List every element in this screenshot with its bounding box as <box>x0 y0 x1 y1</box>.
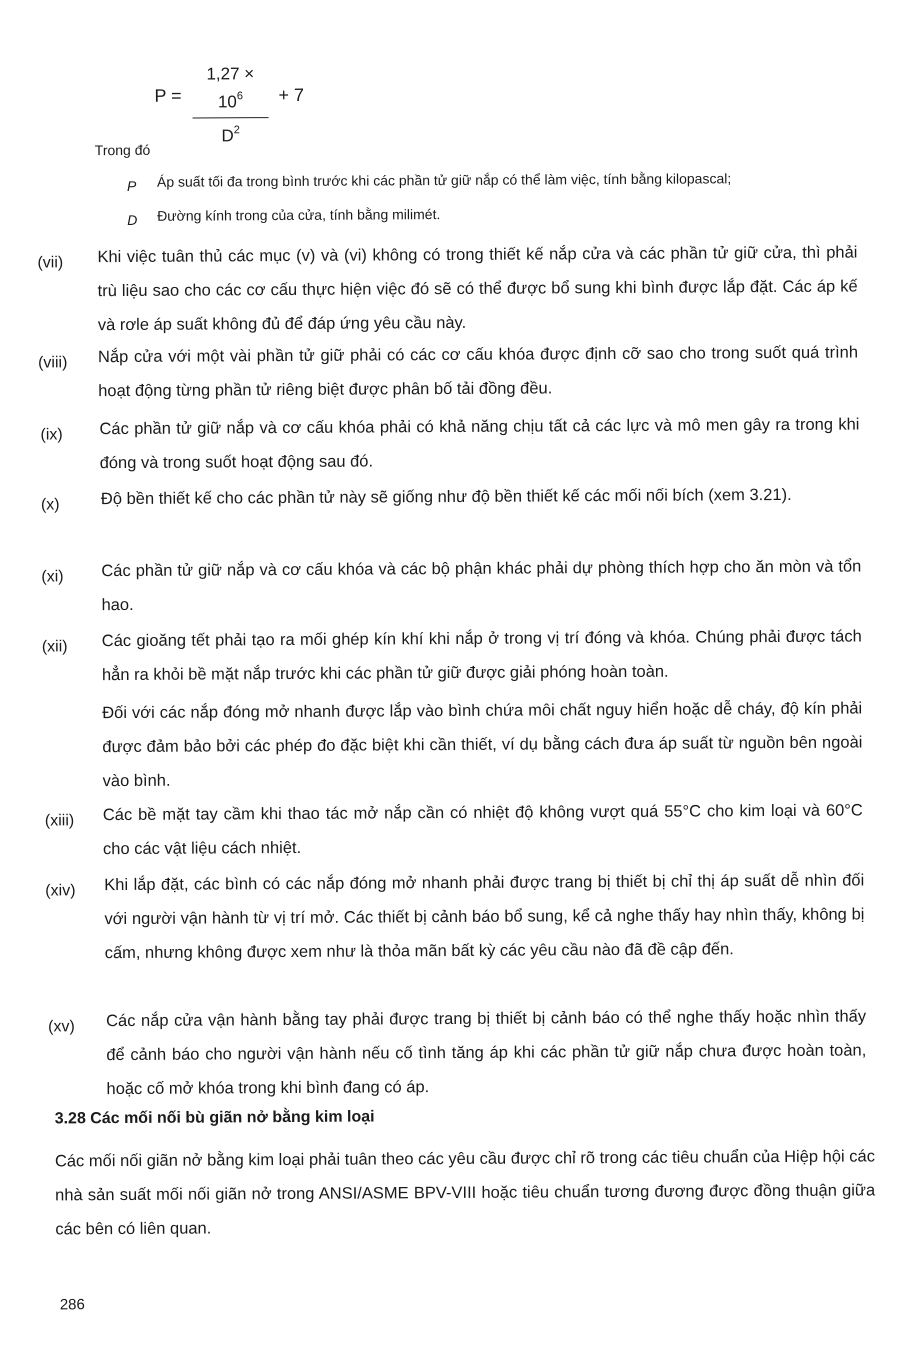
definition-text: Áp suất tối đa trong bình trước khi các phần tử giữ nắp có thể làm việc, tính bằng kilopascal; <box>156 170 732 190</box>
definition-symbol: D <box>127 211 138 228</box>
item-label: (viii) <box>38 354 68 372</box>
item-label: (x) <box>40 496 60 514</box>
item-text: Khi việc tuân thủ các mục (v) và (vi) không có trong thiết kế nắp cửa và các phần tử giữ cửa, thì phải trù liệu sao cho các cơ cấu thực hiện việc đó sẽ có thể được bổ sung khi bình được lắp đặt. Các áp kế và rơle áp suất không đủ để đáp ứng yêu cầu này. <box>97 243 858 335</box>
item-label: (xiv) <box>45 882 76 900</box>
item-label: (xiii) <box>44 812 75 830</box>
where-label: Trong đó <box>94 141 151 159</box>
item-text: Khi lắp đặt, các bình có các nắp đóng mở nhanh phải được trang bị thiết bị chỉ thị áp suất dễ nhìn đối với người vận hành từ vị trí mở. Các thiết bị cảnh báo bổ sung, kể cả nghe thấy hay nhìn thấy, không bị cấm, nhưng không được xem như là thỏa mãn bất kỳ các yêu cầu nào đã đề cập đến. <box>104 871 865 963</box>
numerator-exponent: 6 <box>236 90 243 103</box>
item-text: Các bề mặt tay cầm khi thao tác mở nắp cần có nhiệt độ không vượt quá 55°C cho kim loại và 60°C cho các vật liệu cách nhiệt. <box>102 801 863 859</box>
formula-rhs: + 7 <box>278 84 305 106</box>
formula-lhs: P = <box>154 85 182 106</box>
denominator-exponent: 2 <box>233 124 240 137</box>
item-text: Các nắp cửa vận hành bằng tay phải được trang bị thiết bị cảnh báo có thể nghe thấy hoặc nhìn thấy để cảnh báo cho người vận hành nếu cố tình tăng áp khi các phần tử giữ nắp chưa được hoàn toàn, hoặc cố mở khóa trong khi bình đang có áp. <box>106 1007 867 1099</box>
formula-fraction <box>192 63 269 146</box>
item-label: (ix) <box>40 426 63 444</box>
section-body: Các mối nối giãn nở bằng kim loại phải tuân theo các yêu cầu được chỉ rõ trong các tiêu chuẩn của Hiệp hội các nhà sản suất mối nối giãn nở trong ANSI/ASME BPV-VIII hoặc tiêu chuẩn tương đương được đồng thuận giữa các bên có liên quan. <box>54 1147 876 1239</box>
page-number: 286 <box>59 1296 85 1314</box>
item-text: Nắp cửa với một vài phần tử giữ phải có các cơ cấu khóa được định cỡ sao cho trong suốt quá trình hoạt động từng phần tử riêng biệt được phân bố tải đồng đều. <box>97 343 859 401</box>
definition-symbol: P <box>126 177 137 194</box>
item-text: Các phần tử giữ nắp và cơ cấu khóa phải có khả năng chịu tất cả các lực và mô men gây ra trong khi đóng và trong suốt hoạt động sau đó. <box>99 415 860 473</box>
item-label: (xii) <box>41 638 68 656</box>
formula-denominator <box>193 120 269 146</box>
numerator-base: 1,27 × 10 <box>206 64 255 112</box>
item-text: Độ bền thiết kế cho các phần tử này sẽ giống như độ bền thiết kế các mối nối bích (xem 3.21). <box>100 485 792 509</box>
definition-text: Đường kính trong của cửa, tính bằng milimét. <box>157 206 441 224</box>
section-heading: 3.28 Các mối nối bù giãn nở bằng kim loại <box>54 1108 375 1128</box>
pressure-formula <box>154 63 354 146</box>
item-text: Các phần tử giữ nắp và cơ cấu khóa và các bộ phận khác phải dự phòng thích hợp cho ăn mòn và tổn hao. <box>101 557 862 615</box>
item-label: (xv) <box>48 1018 75 1036</box>
item-label: (xi) <box>41 568 64 586</box>
item-label: (vii) <box>37 254 64 272</box>
item-text: Các gioăng tết phải tạo ra mối ghép kín khí khi nắp ở trong vị trí đóng và khóa. Chúng phải được tách hẳn ra khỏi bề mặt nắp trước khi các phần tử giữ được giải phóng hoàn toàn. <box>101 627 862 685</box>
formula-numerator <box>192 63 268 113</box>
denominator-base: D <box>221 126 234 146</box>
fraction-bar <box>193 117 269 118</box>
item-continuation-text: Đối với các nắp đóng mở nhanh được lắp vào bình chứa môi chất nguy hiển hoặc dễ cháy, độ kín phải được đảm bảo bởi các phép đo đặc biệt khi cần thiết, ví dụ bằng cách đưa áp suất từ nguồn bên ngoài vào bình. <box>102 699 863 791</box>
